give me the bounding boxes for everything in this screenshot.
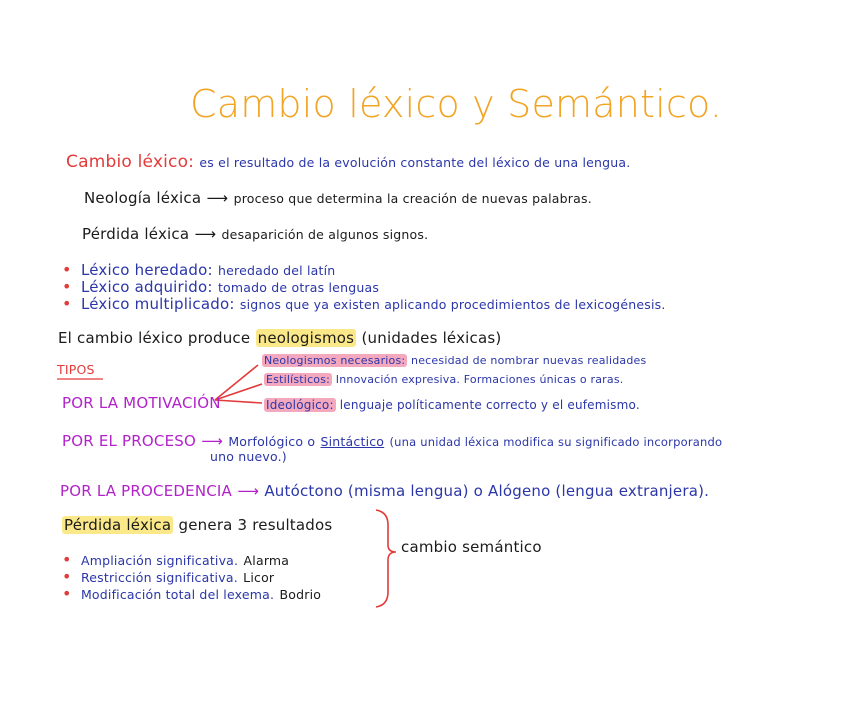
- result-example: Alarma: [243, 553, 290, 568]
- motivacion-text: Innovación expresiva. Formaciones únicas o raras.: [335, 373, 624, 386]
- neologia-row: [84, 188, 592, 207]
- proceso-row: [62, 431, 722, 450]
- lexico-text: signos que ya existen aplicando procedimientos de lexicogénesis.: [239, 297, 666, 312]
- motivacion-term: Estilísticos:: [266, 373, 331, 386]
- lexico-item: [62, 294, 666, 313]
- bullet-icon: •: [62, 260, 72, 279]
- lexico-term: Léxico multiplicado:: [80, 295, 235, 313]
- right-brace: [376, 510, 396, 607]
- bullet-icon: •: [62, 277, 72, 296]
- neologia-term: Neología léxica: [84, 189, 202, 207]
- procedencia-text: Autóctono (misma lengua) o Alógeno (lengua extranjera).: [264, 482, 710, 500]
- result-term: Ampliación significativa.: [80, 553, 239, 568]
- proceso-text-b: Sintáctico: [320, 434, 385, 449]
- bullet-icon: •: [62, 567, 72, 586]
- proceso-text-d: uno nuevo.): [210, 449, 287, 464]
- perdida-results-suffix: genera 3 resultados: [178, 516, 333, 534]
- perdida-results-row: [62, 515, 332, 534]
- lexico-text: heredado del latín: [218, 263, 336, 278]
- definition-term: Cambio léxico:: [66, 152, 195, 172]
- motivacion-item: [262, 354, 646, 367]
- arrow-icon: ⟶: [194, 225, 217, 243]
- definition-text: es el resultado de la evolución constante del léxico de una lengua.: [199, 155, 631, 170]
- proceso-text-a: Morfológico o: [228, 434, 316, 449]
- brace-label: cambio semántico: [401, 538, 542, 556]
- tipos-label: TIPOS: [57, 362, 95, 377]
- neologia-text: proceso que determina la creación de nuevas palabras.: [233, 191, 592, 206]
- bullet-icon: •: [62, 584, 72, 603]
- motivacion-text: necesidad de nombrar nuevas realidades: [411, 354, 647, 367]
- result-item: [62, 584, 321, 603]
- arrow-icon: ⟶: [201, 432, 224, 450]
- arrow-icon: ⟶: [237, 482, 260, 500]
- bullet-icon: •: [62, 294, 72, 313]
- proceso-text-c: (una unidad léxica modifica su significado incorporando: [389, 435, 723, 449]
- procedencia-label: POR LA PROCEDENCIA: [60, 482, 233, 500]
- motivacion-item: [264, 373, 623, 386]
- arrow-icon: ⟶: [206, 189, 229, 207]
- motivacion-label: POR LA MOTIVACIÓN: [62, 394, 221, 412]
- lexico-term: Léxico heredado:: [80, 261, 213, 279]
- perdida-results-highlight: Pérdida léxica: [64, 516, 172, 534]
- proceso-label: POR EL PROCESO: [62, 432, 196, 450]
- result-term: Modificación total del lexema.: [80, 587, 275, 602]
- perdida-term: Pérdida léxica: [82, 225, 190, 243]
- perdida-row: [82, 224, 428, 243]
- branch-arrow-top: [215, 365, 258, 400]
- lexico-text: tomado de otras lenguas: [217, 280, 380, 295]
- result-example: Bodrio: [279, 587, 322, 602]
- result-example: Licor: [243, 570, 275, 585]
- motivacion-item: [264, 398, 640, 412]
- motivacion-term: Ideológico:: [266, 398, 334, 412]
- procedencia-row: [60, 481, 709, 500]
- produce-row: [58, 328, 501, 347]
- branch-arrow-middle: [215, 384, 262, 400]
- perdida-text: desaparición de algunos signos.: [221, 227, 429, 242]
- branch-arrow-bottom: [215, 400, 262, 403]
- produce-prefix: El cambio léxico produce: [58, 329, 251, 347]
- bullet-icon: •: [62, 550, 72, 569]
- result-term: Restricción significativa.: [80, 570, 238, 585]
- page-title: Cambio léxico y Semántico.: [190, 82, 723, 126]
- definition-row: [66, 152, 630, 172]
- produce-highlight: neologismos: [257, 329, 355, 347]
- produce-suffix: (unidades léxicas): [361, 329, 502, 347]
- motivacion-term: Neologismos necesarios:: [264, 354, 406, 367]
- motivacion-text: lenguaje políticamente correcto y el eufemismo.: [339, 398, 640, 412]
- lexico-term: Léxico adquirido:: [80, 278, 213, 296]
